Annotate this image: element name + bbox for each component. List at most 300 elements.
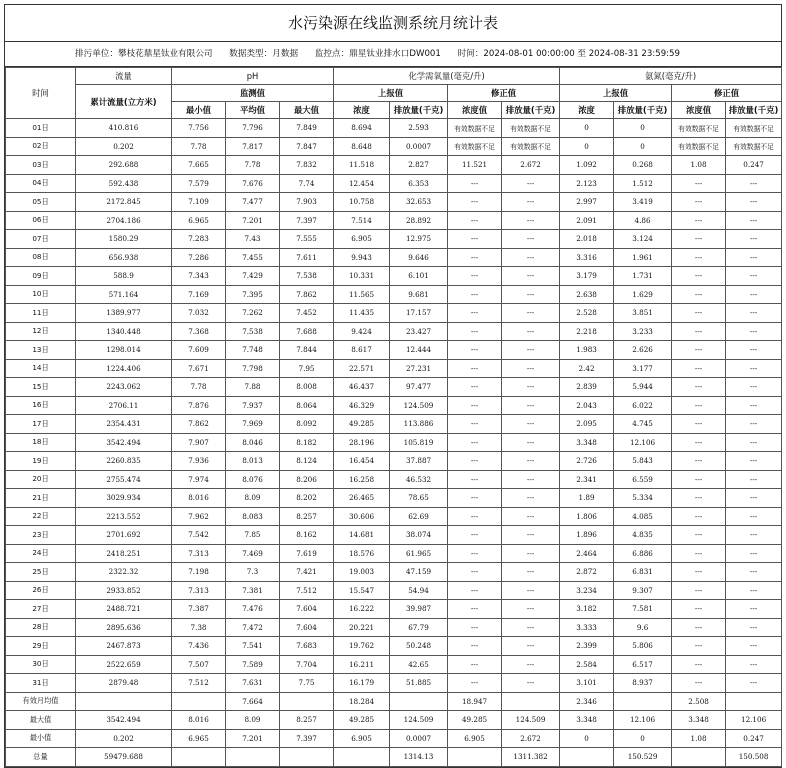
table-cell: 8.937: [614, 674, 672, 693]
table-cell: ---: [502, 618, 560, 637]
table-row: [6, 674, 782, 693]
table-cell: 1.629: [614, 285, 672, 304]
table-cell: 8.064: [280, 396, 334, 415]
table-cell: 7.286: [172, 248, 226, 267]
row-label-cell: 最小值: [6, 729, 76, 748]
table-cell: 2354.431: [76, 415, 172, 434]
table-cell: 1.89: [560, 489, 614, 508]
table-cell: 7.455: [226, 248, 280, 267]
table-row: [6, 341, 782, 360]
table-cell: ---: [448, 489, 502, 508]
table-cell: ---: [672, 674, 726, 693]
table-cell: ---: [672, 248, 726, 267]
table-cell: 3.101: [560, 674, 614, 693]
table-cell: 656.938: [76, 248, 172, 267]
table-cell: 10.331: [334, 267, 390, 286]
table-cell: 有效数据不足: [502, 119, 560, 138]
header-flow: 流量: [76, 68, 172, 85]
table-cell: 0: [614, 729, 672, 748]
table-cell: ---: [672, 174, 726, 193]
table-cell: 50.248: [390, 637, 448, 656]
table-cell: 7.387: [172, 600, 226, 619]
table-cell: ---: [448, 304, 502, 323]
table-cell: 16.258: [334, 470, 390, 489]
table-cell: [560, 748, 614, 767]
table-cell: 51.885: [390, 674, 448, 693]
table-cell: 7.631: [226, 674, 280, 693]
table-cell: 7.43: [226, 230, 280, 249]
table-cell: 2.341: [560, 470, 614, 489]
table-row: [6, 378, 782, 397]
table-cell: ---: [448, 230, 502, 249]
table-cell: 11.521: [448, 156, 502, 175]
table-cell: 7.974: [172, 470, 226, 489]
table-cell: 7.507: [172, 655, 226, 674]
table-cell: ---: [726, 618, 782, 637]
table-cell: 2260.835: [76, 452, 172, 471]
table-cell: ---: [502, 230, 560, 249]
table-cell: ---: [448, 174, 502, 193]
table-cell: 49.285: [334, 415, 390, 434]
table-cell: 592.438: [76, 174, 172, 193]
table-cell: ---: [726, 359, 782, 378]
table-cell: 3029.934: [76, 489, 172, 508]
table-cell: 2.42: [560, 359, 614, 378]
row-label-cell: 03日: [6, 156, 76, 175]
table-cell: ---: [448, 600, 502, 619]
table-row: [6, 563, 782, 582]
table-cell: 6.101: [390, 267, 448, 286]
table-cell: 7.907: [172, 433, 226, 452]
table-cell: ---: [726, 304, 782, 323]
table-cell: 7.862: [172, 415, 226, 434]
table-cell: 2895.636: [76, 618, 172, 637]
table-cell: ---: [448, 359, 502, 378]
header-cod-reported-emission: 排放量(千克): [390, 102, 448, 119]
table-cell: ---: [448, 563, 502, 582]
table-cell: 7.832: [280, 156, 334, 175]
table-cell: 8.013: [226, 452, 280, 471]
table-cell: 97.477: [390, 378, 448, 397]
table-cell: 47.159: [390, 563, 448, 582]
table-cell: 1314.13: [390, 748, 448, 767]
table-cell: 7.962: [172, 507, 226, 526]
table-cell: 3.419: [614, 193, 672, 212]
table-cell: 124.509: [390, 396, 448, 415]
table-cell: 2933.852: [76, 581, 172, 600]
table-cell: 7.704: [280, 655, 334, 674]
table-cell: ---: [502, 452, 560, 471]
table-cell: ---: [502, 563, 560, 582]
table-cell: 7.862: [280, 285, 334, 304]
table-cell: 8.202: [280, 489, 334, 508]
table-cell: [502, 692, 560, 711]
table-cell: 1311.382: [502, 748, 560, 767]
table-cell: 2.626: [614, 341, 672, 360]
table-cell: 124.509: [502, 711, 560, 730]
table-cell: 11.435: [334, 304, 390, 323]
header-ph-monitor: 监测值: [172, 85, 334, 102]
table-cell: 6.905: [448, 729, 502, 748]
table-body: [6, 119, 782, 767]
row-label-cell: 总量: [6, 748, 76, 767]
table-cell: 3.348: [672, 711, 726, 730]
row-label-cell: 09日: [6, 267, 76, 286]
table-cell: 7.75: [280, 674, 334, 693]
table-cell: 22.571: [334, 359, 390, 378]
table-cell: ---: [672, 544, 726, 563]
header-nh3-reported-emission: 排放量(千克): [614, 102, 672, 119]
table-cell: 18.947: [448, 692, 502, 711]
unit-value: 攀枝花鼎星钛业有限公司: [117, 49, 213, 59]
table-cell: 有效数据不足: [672, 119, 726, 138]
summary-row: [6, 692, 782, 711]
table-cell: [672, 748, 726, 767]
row-label-cell: 07日: [6, 230, 76, 249]
row-label-cell: 25日: [6, 563, 76, 582]
table-cell: ---: [448, 285, 502, 304]
table-cell: 1.961: [614, 248, 672, 267]
table-row: [6, 526, 782, 545]
header-nh3-reported-conc: 浓度: [560, 102, 614, 119]
table-cell: 1.806: [560, 507, 614, 526]
table-cell: 2.043: [560, 396, 614, 415]
table-cell: 9.307: [614, 581, 672, 600]
table-cell: 9.6: [614, 618, 672, 637]
table-cell: 8.016: [172, 711, 226, 730]
row-label-cell: 16日: [6, 396, 76, 415]
table-cell: 7.903: [280, 193, 334, 212]
table-cell: ---: [726, 341, 782, 360]
row-label-cell: 18日: [6, 433, 76, 452]
table-cell: 12.106: [614, 711, 672, 730]
table-cell: 0.268: [614, 156, 672, 175]
row-label-cell: 31日: [6, 674, 76, 693]
table-cell: 6.965: [172, 729, 226, 748]
table-cell: 7.748: [226, 341, 280, 360]
table-cell: 150.508: [726, 748, 782, 767]
table-cell: ---: [726, 526, 782, 545]
table-cell: ---: [502, 544, 560, 563]
table-cell: 7.541: [226, 637, 280, 656]
table-cell: 2.095: [560, 415, 614, 434]
row-label-cell: 28日: [6, 618, 76, 637]
table-cell: 1340.448: [76, 322, 172, 341]
table-row: [6, 119, 782, 138]
table-cell: 38.074: [390, 526, 448, 545]
table-cell: 7.936: [172, 452, 226, 471]
table-cell: 6.905: [334, 729, 390, 748]
row-label-cell: 12日: [6, 322, 76, 341]
table-cell: ---: [448, 544, 502, 563]
table-cell: 8.083: [226, 507, 280, 526]
table-cell: 1.08: [672, 729, 726, 748]
table-cell: 1.512: [614, 174, 672, 193]
table-cell: 7.876: [172, 396, 226, 415]
table-cell: 6.022: [614, 396, 672, 415]
table-cell: ---: [726, 193, 782, 212]
data-type-label: 数据类型：: [229, 49, 273, 59]
table-cell: ---: [448, 674, 502, 693]
table-cell: 28.196: [334, 433, 390, 452]
table-cell: ---: [502, 304, 560, 323]
table-row: [6, 544, 782, 563]
row-label-cell: 21日: [6, 489, 76, 508]
table-cell: 7.688: [280, 322, 334, 341]
header-cod-reported-conc: 浓度: [334, 102, 390, 119]
table-cell: 有效数据不足: [672, 137, 726, 156]
table-cell: 7.469: [226, 544, 280, 563]
table-cell: 7.796: [226, 119, 280, 138]
table-cell: 10.758: [334, 193, 390, 212]
table-cell: [76, 692, 172, 711]
table-cell: [334, 748, 390, 767]
table-cell: ---: [672, 396, 726, 415]
header-nh3-corrected-conc: 浓度值: [672, 102, 726, 119]
table-cell: ---: [726, 581, 782, 600]
row-label-cell: 最大值: [6, 711, 76, 730]
table-cell: 113.886: [390, 415, 448, 434]
table-cell: 59479.688: [76, 748, 172, 767]
table-cell: 19.762: [334, 637, 390, 656]
table-cell: [726, 692, 782, 711]
table-cell: 0.0007: [390, 729, 448, 748]
table-cell: ---: [672, 433, 726, 452]
table-cell: ---: [672, 322, 726, 341]
table-cell: 3.348: [560, 711, 614, 730]
table-cell: 0.202: [76, 729, 172, 748]
table-cell: 7.671: [172, 359, 226, 378]
table-cell: 2.872: [560, 563, 614, 582]
table-cell: 8.206: [280, 470, 334, 489]
table-cell: 7.817: [226, 137, 280, 156]
header-cod-corrected-conc: 浓度值: [448, 102, 502, 119]
table-cell: ---: [672, 285, 726, 304]
table-cell: 2.584: [560, 655, 614, 674]
table-cell: 7.937: [226, 396, 280, 415]
header-flow-cumulative: 累计流量(立方米): [76, 85, 172, 119]
table-cell: 16.179: [334, 674, 390, 693]
table-cell: [172, 692, 226, 711]
table-cell: ---: [672, 211, 726, 230]
table-cell: 有效数据不足: [448, 137, 502, 156]
table-cell: 9.943: [334, 248, 390, 267]
header-cod-reported: 上报值: [334, 85, 448, 102]
table-row: [6, 304, 782, 323]
table-row: [6, 618, 782, 637]
table-cell: 2.464: [560, 544, 614, 563]
row-label-cell: 04日: [6, 174, 76, 193]
table-cell: 7.476: [226, 600, 280, 619]
table-cell: 5.944: [614, 378, 672, 397]
table-cell: 3.179: [560, 267, 614, 286]
table-cell: 78.65: [390, 489, 448, 508]
table-cell: 7.032: [172, 304, 226, 323]
row-label-cell: 有效月均值: [6, 692, 76, 711]
table-cell: 37.887: [390, 452, 448, 471]
table-cell: 7.611: [280, 248, 334, 267]
table-cell: ---: [726, 507, 782, 526]
table-cell: ---: [448, 211, 502, 230]
table-cell: 1580.29: [76, 230, 172, 249]
table-cell: 3.124: [614, 230, 672, 249]
header-nh3-reported: 上报值: [560, 85, 672, 102]
stats-table: [5, 67, 782, 767]
table-cell: 0.0007: [390, 137, 448, 156]
table-cell: 6.905: [334, 230, 390, 249]
table-cell: 8.09: [226, 489, 280, 508]
table-cell: ---: [672, 618, 726, 637]
table-cell: 7.619: [280, 544, 334, 563]
table-cell: ---: [726, 655, 782, 674]
table-cell: 7.38: [172, 618, 226, 637]
table-cell: ---: [672, 637, 726, 656]
table-cell: 0.247: [726, 729, 782, 748]
table-cell: 49.285: [334, 711, 390, 730]
table-cell: ---: [448, 396, 502, 415]
table-cell: 2.726: [560, 452, 614, 471]
table-cell: 26.465: [334, 489, 390, 508]
table-cell: ---: [672, 415, 726, 434]
table-cell: 61.965: [390, 544, 448, 563]
table-cell: 23.427: [390, 322, 448, 341]
table-cell: 7.85: [226, 526, 280, 545]
table-cell: 7.538: [226, 322, 280, 341]
row-label-cell: 24日: [6, 544, 76, 563]
table-cell: 5.806: [614, 637, 672, 656]
table-cell: 67.79: [390, 618, 448, 637]
table-cell: 2243.062: [76, 378, 172, 397]
table-cell: ---: [448, 193, 502, 212]
table-cell: 8.092: [280, 415, 334, 434]
table-cell: ---: [502, 581, 560, 600]
table-cell: 7.397: [280, 729, 334, 748]
table-cell: 7.436: [172, 637, 226, 656]
table-cell: 588.9: [76, 267, 172, 286]
table-cell: ---: [502, 322, 560, 341]
header-cod-corrected: 修正值: [448, 85, 560, 102]
table-cell: 0: [560, 119, 614, 138]
table-cell: 12.454: [334, 174, 390, 193]
table-row: [6, 396, 782, 415]
table-cell: 12.444: [390, 341, 448, 360]
table-cell: 12.106: [614, 433, 672, 452]
table-cell: 11.518: [334, 156, 390, 175]
table-cell: [390, 692, 448, 711]
header-nh3-corrected: 修正值: [672, 85, 782, 102]
table-cell: 30.606: [334, 507, 390, 526]
table-cell: 3.316: [560, 248, 614, 267]
table-cell: ---: [672, 341, 726, 360]
table-cell: ---: [448, 581, 502, 600]
row-label-cell: 14日: [6, 359, 76, 378]
table-cell: 2172.845: [76, 193, 172, 212]
table-cell: 18.576: [334, 544, 390, 563]
table-row: [6, 415, 782, 434]
table-cell: 7.604: [280, 600, 334, 619]
table-cell: 3542.494: [76, 711, 172, 730]
row-label-cell: 06日: [6, 211, 76, 230]
header-nh3: 氨氮(毫克/升): [560, 68, 782, 85]
table-cell: 7.512: [172, 674, 226, 693]
table-cell: ---: [502, 341, 560, 360]
table-cell: 6.831: [614, 563, 672, 582]
table-cell: 7.313: [172, 544, 226, 563]
table-cell: ---: [726, 267, 782, 286]
table-cell: 7.198: [172, 563, 226, 582]
table-cell: ---: [448, 248, 502, 267]
table-cell: 有效数据不足: [448, 119, 502, 138]
table-cell: ---: [672, 470, 726, 489]
table-cell: 16.222: [334, 600, 390, 619]
table-cell: 2.399: [560, 637, 614, 656]
table-cell: 2.672: [502, 729, 560, 748]
table-cell: 6.886: [614, 544, 672, 563]
table-cell: 7.395: [226, 285, 280, 304]
header-ph-max: 最大值: [280, 102, 334, 119]
table-cell: 9.646: [390, 248, 448, 267]
table-row: [6, 655, 782, 674]
table-cell: 7.88: [226, 378, 280, 397]
table-cell: 3.851: [614, 304, 672, 323]
table-cell: ---: [502, 193, 560, 212]
table-cell: ---: [448, 452, 502, 471]
table-cell: 7.844: [280, 341, 334, 360]
table-cell: 3.234: [560, 581, 614, 600]
summary-row: [6, 729, 782, 748]
table-cell: 46.329: [334, 396, 390, 415]
table-cell: ---: [502, 248, 560, 267]
table-cell: 292.688: [76, 156, 172, 175]
table-cell: 7.477: [226, 193, 280, 212]
table-cell: ---: [672, 304, 726, 323]
table-cell: 2.672: [502, 156, 560, 175]
table-cell: 19.003: [334, 563, 390, 582]
table-cell: ---: [672, 655, 726, 674]
table-cell: [280, 692, 334, 711]
table-cell: 3.333: [560, 618, 614, 637]
table-cell: 9.424: [334, 322, 390, 341]
table-cell: 2.528: [560, 304, 614, 323]
table-cell: 2467.873: [76, 637, 172, 656]
table-cell: 7.201: [226, 211, 280, 230]
table-cell: 20.221: [334, 618, 390, 637]
table-cell: 3.182: [560, 600, 614, 619]
table-cell: 6.965: [172, 211, 226, 230]
data-type-value: 月数据: [272, 49, 299, 59]
row-label-cell: 30日: [6, 655, 76, 674]
table-cell: 7.664: [226, 692, 280, 711]
row-label-cell: 27日: [6, 600, 76, 619]
table-row: [6, 507, 782, 526]
table-cell: 2322.32: [76, 563, 172, 582]
table-cell: 8.257: [280, 711, 334, 730]
table-cell: ---: [502, 174, 560, 193]
row-label-cell: 20日: [6, 470, 76, 489]
table-cell: 2.997: [560, 193, 614, 212]
table-cell: [448, 748, 502, 767]
table-cell: 7.169: [172, 285, 226, 304]
table-cell: 有效数据不足: [726, 137, 782, 156]
table-row: [6, 452, 782, 471]
table-cell: 2488.721: [76, 600, 172, 619]
table-cell: 7.555: [280, 230, 334, 249]
table-cell: 7.421: [280, 563, 334, 582]
header-time: 时间: [6, 68, 76, 119]
table-cell: 0.247: [726, 156, 782, 175]
table-cell: 2213.552: [76, 507, 172, 526]
table-cell: ---: [502, 637, 560, 656]
